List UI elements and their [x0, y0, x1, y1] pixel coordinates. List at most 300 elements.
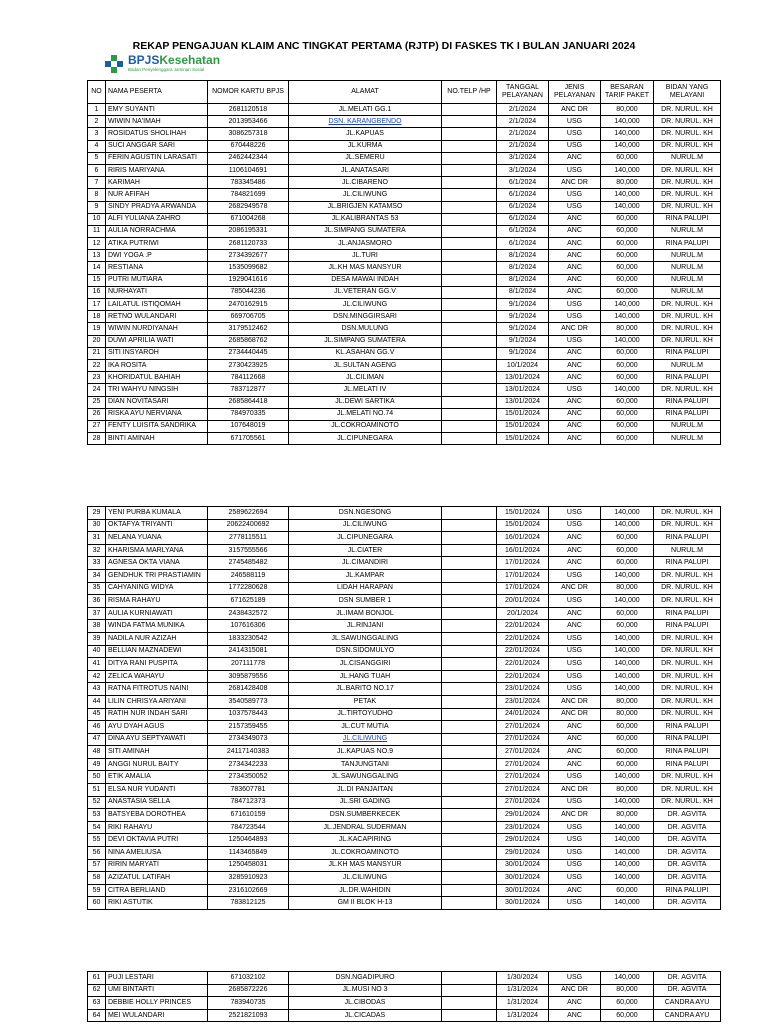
cell-midwife: DR. NURUL. KH: [654, 128, 721, 140]
cell-service-type: ANC DR: [549, 809, 601, 822]
cell-name: RIRIS MARIYANA: [106, 164, 208, 176]
cell-tariff: 140,000: [601, 595, 654, 608]
cell-card-number: 2734440445: [208, 347, 289, 359]
cell-tariff: 140,000: [601, 164, 654, 176]
cell-address: JL.BRIGJEN KATAMSO: [289, 201, 442, 213]
cell-address: JL.MELATI NO.74: [289, 408, 442, 420]
cell-tariff: 80,000: [601, 708, 654, 721]
cell-tariff: 140,000: [601, 859, 654, 872]
cell-address: JL.CIATER: [289, 544, 442, 557]
cell-service-date: 20/01/2024: [497, 595, 549, 608]
cell-service-date: 6/1/2024: [497, 201, 549, 213]
cell-midwife: RINA PALUPI: [654, 607, 721, 620]
cell-midwife: RINA PALUPI: [654, 758, 721, 771]
header-service-date: TANGGAL PELAYANAN: [497, 81, 549, 104]
cell-service-date: 29/01/2024: [497, 834, 549, 847]
cell-card-number: 784821699: [208, 189, 289, 201]
cell-address: JL.DR.WAHIDIN: [289, 884, 442, 897]
cell-midwife: DR. NURUL. KH: [654, 771, 721, 784]
cell-address: DSN.NGESONG: [289, 507, 442, 520]
cell-no: 12: [88, 238, 106, 250]
cell-service-type: ANC: [549, 733, 601, 746]
cell-address: TANJUNGTANI: [289, 758, 442, 771]
cell-card-number: 669706705: [208, 311, 289, 323]
cell-no: 16: [88, 286, 106, 298]
cell-service-type: ANC DR: [549, 695, 601, 708]
cell-no: 27: [88, 420, 106, 432]
cell-address: JL.CUT MUTIA: [289, 721, 442, 734]
cell-card-number: 783812125: [208, 897, 289, 910]
table-row: [88, 557, 721, 570]
table-row: [88, 507, 721, 520]
cell-midwife: RINA PALUPI: [654, 238, 721, 250]
table-row: [88, 323, 721, 335]
cell-midwife: RINA PALUPI: [654, 532, 721, 545]
cell-service-type: ANC: [549, 250, 601, 262]
cell-name: AULIA NORRACHMA: [106, 225, 208, 237]
cell-service-date: 24/01/2024: [497, 708, 549, 721]
cell-service-date: 8/1/2024: [497, 286, 549, 298]
cell-name: WINDA FATMA MUNIKA: [106, 620, 208, 633]
cell-tariff: 80,000: [601, 323, 654, 335]
cell-no: 59: [88, 884, 106, 897]
cell-address: JL.CIBARENO: [289, 177, 442, 189]
cell-name: MEI WULANDARI: [106, 1009, 208, 1022]
cell-address: DSN.NGADIPURO: [289, 972, 442, 985]
cell-card-number: 783345486: [208, 177, 289, 189]
cell-no: 17: [88, 299, 106, 311]
cell-service-date: 30/01/2024: [497, 872, 549, 885]
cell-name: DEVI OKTAVIA PUTRI: [106, 834, 208, 847]
cell-phone: [442, 238, 497, 250]
cell-name: ROSIDATUS SHOLIHAH: [106, 128, 208, 140]
cell-service-date: 30/01/2024: [497, 884, 549, 897]
cell-no: 55: [88, 834, 106, 847]
cell-phone: [442, 274, 497, 286]
logo-main-text: BPJS: [128, 53, 160, 67]
table-row: [88, 632, 721, 645]
cell-phone: [442, 128, 497, 140]
cell-no: 33: [88, 557, 106, 570]
cell-service-date: 29/01/2024: [497, 847, 549, 860]
cell-address: JL.KAPUAS: [289, 128, 442, 140]
cell-service-type: USG: [549, 859, 601, 872]
cell-service-type: ANC DR: [549, 582, 601, 595]
cell-service-date: 1/31/2024: [497, 1009, 549, 1022]
cell-card-number: 1250458031: [208, 859, 289, 872]
cell-midwife: NURUL.M: [654, 250, 721, 262]
cell-name: DIAN NOVITASARI: [106, 396, 208, 408]
cell-midwife: DR. NURUL. KH: [654, 116, 721, 128]
cell-name: SITI INSYAROH: [106, 347, 208, 359]
cell-no: 4: [88, 140, 106, 152]
cell-service-date: 27/01/2024: [497, 784, 549, 797]
cell-tariff: 60,000: [601, 347, 654, 359]
bpjs-logo: [104, 52, 221, 76]
cell-tariff: 140,000: [601, 128, 654, 140]
cell-no: 6: [88, 164, 106, 176]
cell-service-date: 1/30/2024: [497, 972, 549, 985]
cell-no: 43: [88, 683, 106, 696]
cell-phone: [442, 225, 497, 237]
table-row: [88, 884, 721, 897]
table-row: [88, 872, 721, 885]
cell-tariff: 140,000: [601, 519, 654, 532]
table-row: [88, 658, 721, 671]
cell-midwife: DR. NURUL. KH: [654, 683, 721, 696]
cell-card-number: 2685872226: [208, 984, 289, 997]
cell-no: 13: [88, 250, 106, 262]
cell-name: RISKA AYU NERVIANA: [106, 408, 208, 420]
cell-name: ANASTASIA SELLA: [106, 796, 208, 809]
cell-name: DUWI APRILIA WATI: [106, 335, 208, 347]
cell-phone: [442, 897, 497, 910]
cell-service-type: USG: [549, 834, 601, 847]
cell-no: 3: [88, 128, 106, 140]
cell-address: JL.KAMPAR: [289, 569, 442, 582]
cell-phone: [442, 433, 497, 445]
cell-midwife: NURUL.M: [654, 262, 721, 274]
cell-midwife: DR. AGVITA: [654, 821, 721, 834]
cell-address: JL.VETERAN GG.V: [289, 286, 442, 298]
cell-midwife: DR. NURUL. KH: [654, 784, 721, 797]
cell-card-number: 670448226: [208, 140, 289, 152]
cell-tariff: 140,000: [601, 335, 654, 347]
cell-midwife: DR. NURUL. KH: [654, 796, 721, 809]
table-row: [88, 544, 721, 557]
cell-midwife: DR. NURUL. KH: [654, 507, 721, 520]
cell-service-date: 22/01/2024: [497, 670, 549, 683]
cell-service-type: USG: [549, 335, 601, 347]
table-row: [88, 809, 721, 822]
table-row: [88, 859, 721, 872]
cell-service-date: 27/01/2024: [497, 796, 549, 809]
cell-service-type: USG: [549, 796, 601, 809]
table-row: [88, 164, 721, 176]
cell-address: DSN.SUMBERKECEK: [289, 809, 442, 822]
cell-card-number: 2778115511: [208, 532, 289, 545]
cell-phone: [442, 582, 497, 595]
cell-name: LILIN CHRISYA ARIYANI: [106, 695, 208, 708]
cell-service-date: 27/01/2024: [497, 771, 549, 784]
table-row: [88, 396, 721, 408]
cell-service-type: ANC: [549, 396, 601, 408]
cell-service-date: 23/01/2024: [497, 695, 549, 708]
cell-service-type: ANC: [549, 884, 601, 897]
cell-service-type: USG: [549, 771, 601, 784]
cell-card-number: 2734349073: [208, 733, 289, 746]
cell-service-type: ANC: [549, 420, 601, 432]
cell-phone: [442, 847, 497, 860]
cell-name: ZELICA WAHAYU: [106, 670, 208, 683]
cell-service-type: ANC: [549, 758, 601, 771]
table-row: [88, 274, 721, 286]
cell-midwife: DR. AGVITA: [654, 897, 721, 910]
cell-tariff: 60,000: [601, 372, 654, 384]
cell-card-number: 1250464893: [208, 834, 289, 847]
cell-service-date: 15/01/2024: [497, 433, 549, 445]
cell-phone: [442, 323, 497, 335]
cell-service-date: 3/1/2024: [497, 152, 549, 164]
cell-no: 31: [88, 532, 106, 545]
cell-service-type: ANC: [549, 286, 601, 298]
cell-card-number: 2685864418: [208, 396, 289, 408]
table-row: [88, 238, 721, 250]
cell-service-date: 16/01/2024: [497, 532, 549, 545]
cell-tariff: 60,000: [601, 721, 654, 734]
cell-service-date: 29/01/2024: [497, 809, 549, 822]
cell-service-date: 15/01/2024: [497, 507, 549, 520]
cell-tariff: 80,000: [601, 784, 654, 797]
header-phone: NO.TELP /HP: [442, 81, 497, 104]
cell-tariff: 140,000: [601, 658, 654, 671]
cell-phone: [442, 177, 497, 189]
cell-midwife: RINA PALUPI: [654, 557, 721, 570]
cell-tariff: 140,000: [601, 872, 654, 885]
cell-name: ELSA NUR YUDANTI: [106, 784, 208, 797]
cell-card-number: 1772280628: [208, 582, 289, 595]
cell-card-number: 784712373: [208, 796, 289, 809]
cell-address: PETAK: [289, 695, 442, 708]
table-row: [88, 595, 721, 608]
cell-service-date: 2/1/2024: [497, 116, 549, 128]
cell-address: DSN.MINGGIRSARI: [289, 311, 442, 323]
bpjs-logo-subtitle: Badan Penyelenggara Jaminan Sosial: [128, 67, 205, 72]
cell-midwife: RINA PALUPI: [654, 746, 721, 759]
cell-service-type: ANC: [549, 262, 601, 274]
header-service-type: JENIS PELAYANAN: [549, 81, 601, 104]
cell-tariff: 140,000: [601, 384, 654, 396]
cell-no: 54: [88, 821, 106, 834]
cell-name: AULIA KURNIAWATI: [106, 607, 208, 620]
cell-phone: [442, 620, 497, 633]
cell-name: BATSYEBA DOROTHEA: [106, 809, 208, 822]
cell-phone: [442, 299, 497, 311]
cell-card-number: 2730423925: [208, 359, 289, 371]
table-row: [88, 569, 721, 582]
cell-service-date: 8/1/2024: [497, 250, 549, 262]
cell-address[interactable]: JL.CILIWUNG: [289, 733, 442, 746]
cell-name: RIKI RAHAYU: [106, 821, 208, 834]
cell-tariff: 140,000: [601, 189, 654, 201]
cell-card-number: 2681120518: [208, 104, 289, 116]
cell-midwife: NURUL.M: [654, 286, 721, 298]
cell-service-type: USG: [549, 683, 601, 696]
cell-card-number: 671705561: [208, 433, 289, 445]
cell-service-type: ANC: [549, 213, 601, 225]
cell-phone: [442, 1009, 497, 1022]
cell-tariff: 60,000: [601, 733, 654, 746]
cell-service-date: 8/1/2024: [497, 274, 549, 286]
cell-service-date: 13/01/2024: [497, 384, 549, 396]
cell-tariff: 140,000: [601, 645, 654, 658]
cell-service-date: 17/01/2024: [497, 557, 549, 570]
cell-phone: [442, 721, 497, 734]
cell-phone: [442, 670, 497, 683]
cell-name: DINA AYU SEPTYAWATI: [106, 733, 208, 746]
cell-card-number: 107616306: [208, 620, 289, 633]
cell-address: DSN SUMBER 1: [289, 595, 442, 608]
cell-service-type: ANC: [549, 359, 601, 371]
cell-no: 40: [88, 645, 106, 658]
cell-midwife: RINA PALUPI: [654, 213, 721, 225]
cell-tariff: 140,000: [601, 569, 654, 582]
cell-phone: [442, 758, 497, 771]
cell-service-date: 27/01/2024: [497, 733, 549, 746]
cell-address: DSN.MULUNG: [289, 323, 442, 335]
table-row: [88, 116, 721, 128]
cell-no: 25: [88, 396, 106, 408]
cell-phone: [442, 821, 497, 834]
cell-no: 42: [88, 670, 106, 683]
cell-phone: [442, 984, 497, 997]
cell-name: RIRIN MARYATI: [106, 859, 208, 872]
cell-phone: [442, 683, 497, 696]
cell-address: JL.COKROAMINOTO: [289, 847, 442, 860]
cell-card-number: 2086195331: [208, 225, 289, 237]
cell-service-date: 9/1/2024: [497, 347, 549, 359]
cell-tariff: 140,000: [601, 796, 654, 809]
cell-phone: [442, 140, 497, 152]
cell-service-type: ANC: [549, 408, 601, 420]
cell-no: 18: [88, 311, 106, 323]
cell-phone: [442, 834, 497, 847]
table-row: [88, 128, 721, 140]
header-no: NO: [88, 81, 106, 104]
cell-name: AZIZATUL LATIFAH: [106, 872, 208, 885]
cell-no: 35: [88, 582, 106, 595]
table-row: [88, 299, 721, 311]
cell-address: JL.HANG TUAH: [289, 670, 442, 683]
cell-tariff: 140,000: [601, 201, 654, 213]
cell-address: JL.CILIMAN: [289, 372, 442, 384]
cell-no: 5: [88, 152, 106, 164]
table-row: [88, 897, 721, 910]
table-row: [88, 746, 721, 759]
header-midwife: BIDAN YANG MELAYANI: [654, 81, 721, 104]
table-row: [88, 250, 721, 262]
cell-card-number: 2589622694: [208, 507, 289, 520]
cell-phone: [442, 972, 497, 985]
cell-service-type: ANC: [549, 557, 601, 570]
cell-tariff: 60,000: [601, 607, 654, 620]
cell-address: JL.SAWUNGGALING: [289, 771, 442, 784]
cell-address: JL.RINJANI: [289, 620, 442, 633]
cell-card-number: 1037578443: [208, 708, 289, 721]
cell-address: LIDAH HARAPAN: [289, 582, 442, 595]
cell-name: AGNESA OKTA VIANA: [106, 557, 208, 570]
cell-name: CITRA BERLIAND: [106, 884, 208, 897]
table-row: [88, 607, 721, 620]
cell-address: JL.KH MAS MANSYUR: [289, 262, 442, 274]
cell-service-date: 1/31/2024: [497, 997, 549, 1010]
cell-service-date: 15/01/2024: [497, 420, 549, 432]
cell-tariff: 140,000: [601, 972, 654, 985]
cell-tariff: 60,000: [601, 1009, 654, 1022]
cell-service-date: 15/01/2024: [497, 519, 549, 532]
bpjs-logo-icon: [104, 54, 124, 74]
cell-service-date: 16/01/2024: [497, 544, 549, 557]
cell-name: RIKI ASTUTIK: [106, 897, 208, 910]
cell-name: NUR AFIFAH: [106, 189, 208, 201]
document-title: REKAP PENGAJUAN KLAIM ANC TINGKAT PERTAMA (RJTP) DI FASKES TK I BULAN JANUARI 2024: [132, 40, 636, 52]
cell-phone: [442, 372, 497, 384]
cell-midwife: DR. NURUL. KH: [654, 104, 721, 116]
cell-phone: [442, 335, 497, 347]
cell-card-number: 20622400692: [208, 519, 289, 532]
cell-tariff: 60,000: [601, 152, 654, 164]
cell-service-type: USG: [549, 847, 601, 860]
cell-service-type: ANC: [549, 225, 601, 237]
cell-service-date: 17/01/2024: [497, 569, 549, 582]
cell-no: 53: [88, 809, 106, 822]
cell-card-number: 3179512462: [208, 323, 289, 335]
cell-midwife: RINA PALUPI: [654, 884, 721, 897]
cell-tariff: 80,000: [601, 984, 654, 997]
cell-phone: [442, 544, 497, 557]
cell-midwife: DR. NURUL. KH: [654, 569, 721, 582]
cell-midwife: DR. NURUL. KH: [654, 299, 721, 311]
cell-service-type: USG: [549, 311, 601, 323]
cell-service-type: USG: [549, 116, 601, 128]
cell-address: JL.DEWI SARTIKA: [289, 396, 442, 408]
cell-tariff: 80,000: [601, 104, 654, 116]
cell-tariff: 60,000: [601, 274, 654, 286]
cell-tariff: 80,000: [601, 582, 654, 595]
cell-phone: [442, 784, 497, 797]
claims-table-3: [87, 971, 721, 1022]
cell-service-type: ANC DR: [549, 984, 601, 997]
cell-card-number: 3285910923: [208, 872, 289, 885]
cell-address: JL.KALIBRANTAS 53: [289, 213, 442, 225]
cell-card-number: 2157359455: [208, 721, 289, 734]
cell-name: SUCI ANGGAR SARI: [106, 140, 208, 152]
cell-card-number: 2681428408: [208, 683, 289, 696]
cell-address: JL.MELATI IV: [289, 384, 442, 396]
cell-midwife: DR. NURUL. KH: [654, 670, 721, 683]
cell-service-date: 15/01/2024: [497, 408, 549, 420]
cell-tariff: 140,000: [601, 311, 654, 323]
cell-address: JL.MUSI NO 3: [289, 984, 442, 997]
cell-address[interactable]: DSN. KARANGBENDO: [289, 116, 442, 128]
cell-phone: [442, 733, 497, 746]
cell-phone: [442, 607, 497, 620]
cell-card-number: 2745485482: [208, 557, 289, 570]
cell-service-type: ANC: [549, 1009, 601, 1022]
cell-midwife: NURUL.M: [654, 152, 721, 164]
cell-service-type: ANC: [549, 607, 601, 620]
cell-service-date: 6/1/2024: [497, 225, 549, 237]
cell-tariff: 140,000: [601, 116, 654, 128]
table-row: [88, 408, 721, 420]
cell-address: JL.CIPUNEGARA: [289, 433, 442, 445]
cell-tariff: 80,000: [601, 695, 654, 708]
cell-service-type: ANC DR: [549, 323, 601, 335]
cell-card-number: 783607781: [208, 784, 289, 797]
cell-service-type: ANC: [549, 997, 601, 1010]
cell-address: JL.SAWUNGGALING: [289, 632, 442, 645]
cell-midwife: NURUL.M: [654, 420, 721, 432]
cell-tariff: 60,000: [601, 359, 654, 371]
table-row: [88, 420, 721, 432]
cell-service-type: ANC: [549, 372, 601, 384]
cell-address: JL.CILIWUNG: [289, 189, 442, 201]
cell-no: 20: [88, 335, 106, 347]
cell-midwife: NURUL.M: [654, 225, 721, 237]
cell-tariff: 60,000: [601, 557, 654, 570]
cell-service-date: 9/1/2024: [497, 335, 549, 347]
cell-service-type: USG: [549, 897, 601, 910]
